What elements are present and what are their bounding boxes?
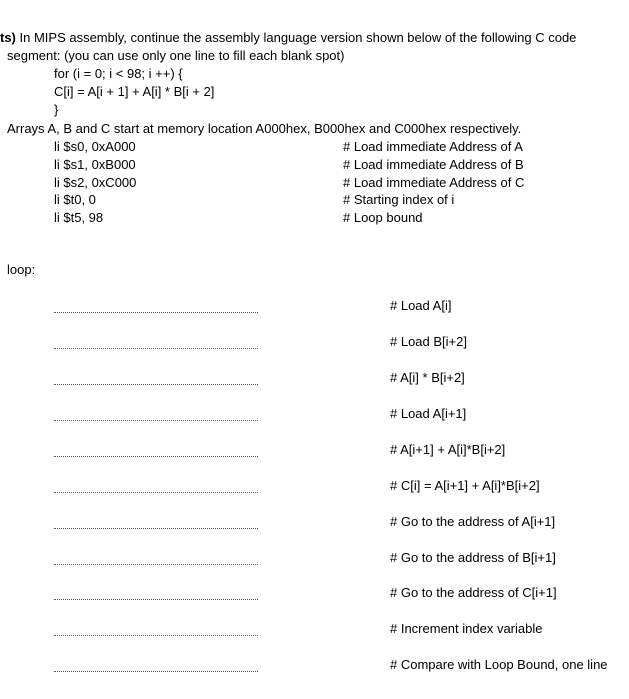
blank-line-1[interactable] [54, 312, 258, 313]
blank-line-3[interactable] [54, 384, 258, 385]
blank-comment-8: # Go to the address of B[i+1] [390, 550, 556, 565]
intro-text: In MIPS assembly, continue the assembly language version shown below of the following C code [15, 30, 577, 45]
intro-line-2: segment: (you can use only one line to fill each blank spot) [7, 48, 345, 63]
question-intro [0, 30, 576, 45]
loop-label: loop: [7, 262, 36, 277]
blank-line-9[interactable] [54, 599, 258, 600]
blank-line-8[interactable] [54, 564, 258, 565]
blank-comment-1: # Load A[i] [390, 298, 452, 313]
blank-comment-10: # Increment index variable [390, 621, 543, 636]
blank-comment-2: # Load B[i+2] [390, 334, 467, 349]
blank-comment-3: # A[i] * B[i+2] [390, 370, 465, 385]
c-code-line-1: for (i = 0; i < 98; i ++) { [54, 66, 183, 81]
setup-instr-5: li $t5, 98 [54, 210, 104, 225]
setup-comment-2: # Load immediate Address of B [343, 157, 524, 172]
setup-instr-2: li $s1, 0xB000 [54, 157, 136, 172]
blank-line-4[interactable] [54, 420, 258, 421]
blank-comment-9: # Go to the address of C[i+1] [390, 585, 557, 600]
blank-comment-6: # C[i] = A[i+1] + A[i]*B[i+2] [390, 478, 540, 493]
setup-instr-1: li $s0, 0xA000 [54, 139, 136, 154]
setup-comment-5: # Loop bound [343, 210, 423, 225]
c-code-line-3: } [54, 102, 59, 117]
blank-comment-4: # Load A[i+1] [390, 406, 467, 421]
setup-instr-4: li $t0, 0 [54, 192, 96, 207]
points-fragment: ts) [0, 30, 16, 45]
c-code-line-2: C[i] = A[i + 1] + A[i] * B[i + 2] [54, 84, 215, 99]
blank-comment-11: # Compare with Loop Bound, one line [390, 657, 608, 672]
blank-line-11[interactable] [54, 671, 258, 672]
blank-line-6[interactable] [54, 492, 258, 493]
blank-line-7[interactable] [54, 528, 258, 529]
blank-line-10[interactable] [54, 635, 258, 636]
setup-instr-3: li $s2, 0xC000 [54, 175, 137, 190]
blank-line-2[interactable] [54, 348, 258, 349]
blank-comment-7: # Go to the address of A[i+1] [390, 514, 556, 529]
setup-comment-4: # Starting index of i [343, 192, 455, 207]
setup-comment-1: # Load immediate Address of A [343, 139, 523, 154]
setup-comment-3: # Load immediate Address of C [343, 175, 525, 190]
blank-comment-5: # A[i+1] + A[i]*B[i+2] [390, 442, 506, 457]
arrays-note: Arrays A, B and C start at memory location A000hex, B000hex and C000hex respectively. [7, 121, 522, 136]
blank-line-5[interactable] [54, 456, 258, 457]
